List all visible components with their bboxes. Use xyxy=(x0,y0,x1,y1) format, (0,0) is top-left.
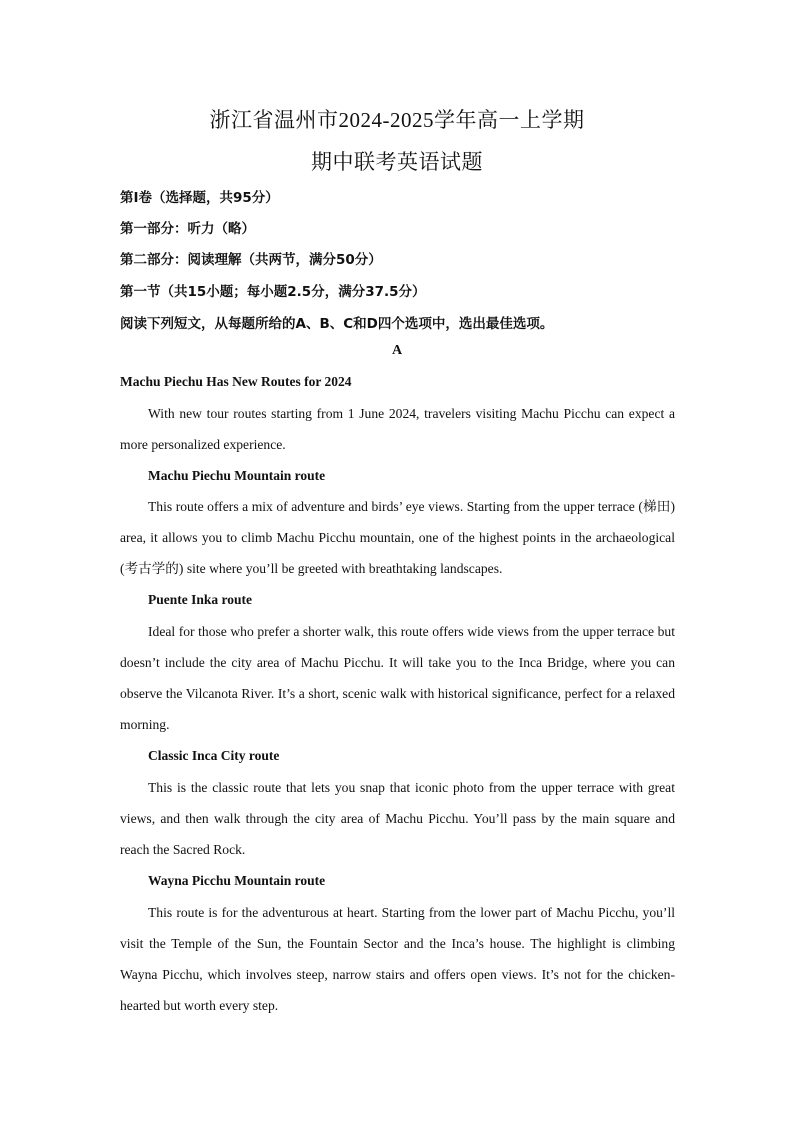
route-paragraph: This is the classic route that lets you snap that iconic photo from the upper terrace with great views, and then walk through the city area of Machu Picchu. You’ll pass by the main square and reach the Sacred Rock. xyxy=(120,780,675,857)
page-subtitle: 期中联考英语试题 xyxy=(311,150,483,174)
intro-paragraph: With new tour routes starting from 1 June 2024, travelers visiting Machu Picchu can expect a more personalized experience. xyxy=(120,406,675,452)
route-heading: Wayna Picchu Mountain route xyxy=(148,873,326,888)
route-paragraph: Ideal for those who prefer a shorter walk, this route offers wide views from the upper terrace but doesn’t include the city area of Machu Picchu. It will take you to the Inca Bridge, where you can observe the Vilcanota River. It’s a short, scenic walk with historical significance, perfect for a relaxed morning. xyxy=(120,624,675,732)
route-heading: Classic Inca City route xyxy=(148,748,280,763)
page-title: 浙江省温州市2024-2025学年高一上学期 xyxy=(209,108,585,132)
part-two-info: 第二部分：阅读理解（共两节，满分50分） xyxy=(120,252,382,268)
section-one-info: 第一节（共15小题；每小题2.5分，满分37.5分） xyxy=(120,284,426,300)
passage-title: Machu Piechu Has New Routes for 2024 xyxy=(120,374,352,389)
route-heading: Puente Inka route xyxy=(148,592,253,607)
route-heading: Machu Piechu Mountain route xyxy=(148,468,326,483)
route-paragraph: This route is for the adventurous at heart. Starting from the lower part of Machu Picchu, you’ll visit the Temple of the Sun, the Fountain Sector and the Inca’s house. The highlight is climbing Wayna Picchu, which involves steep, narrow stairs and offers open views. It’s not for the chicken-hearted but worth every step. xyxy=(120,905,675,1013)
section-label: A xyxy=(391,343,403,358)
part-one-info: 第一部分：听力（略） xyxy=(120,221,255,237)
volume-info: 第Ⅰ卷（选择题，共95分） xyxy=(120,190,279,206)
route-paragraph: This route offers a mix of adventure and birds’ eye views. Starting from the upper terrace (梯田) area, it allows you to climb Machu Picchu mountain, one of the highest points in the archaeological (考古学的) site where you’ll be greeted with breathtaking landscapes. xyxy=(120,499,675,576)
instructions: 阅读下列短文，从每题所给的A、B、C和D四个选项中，选出最佳选项。 xyxy=(120,316,554,332)
